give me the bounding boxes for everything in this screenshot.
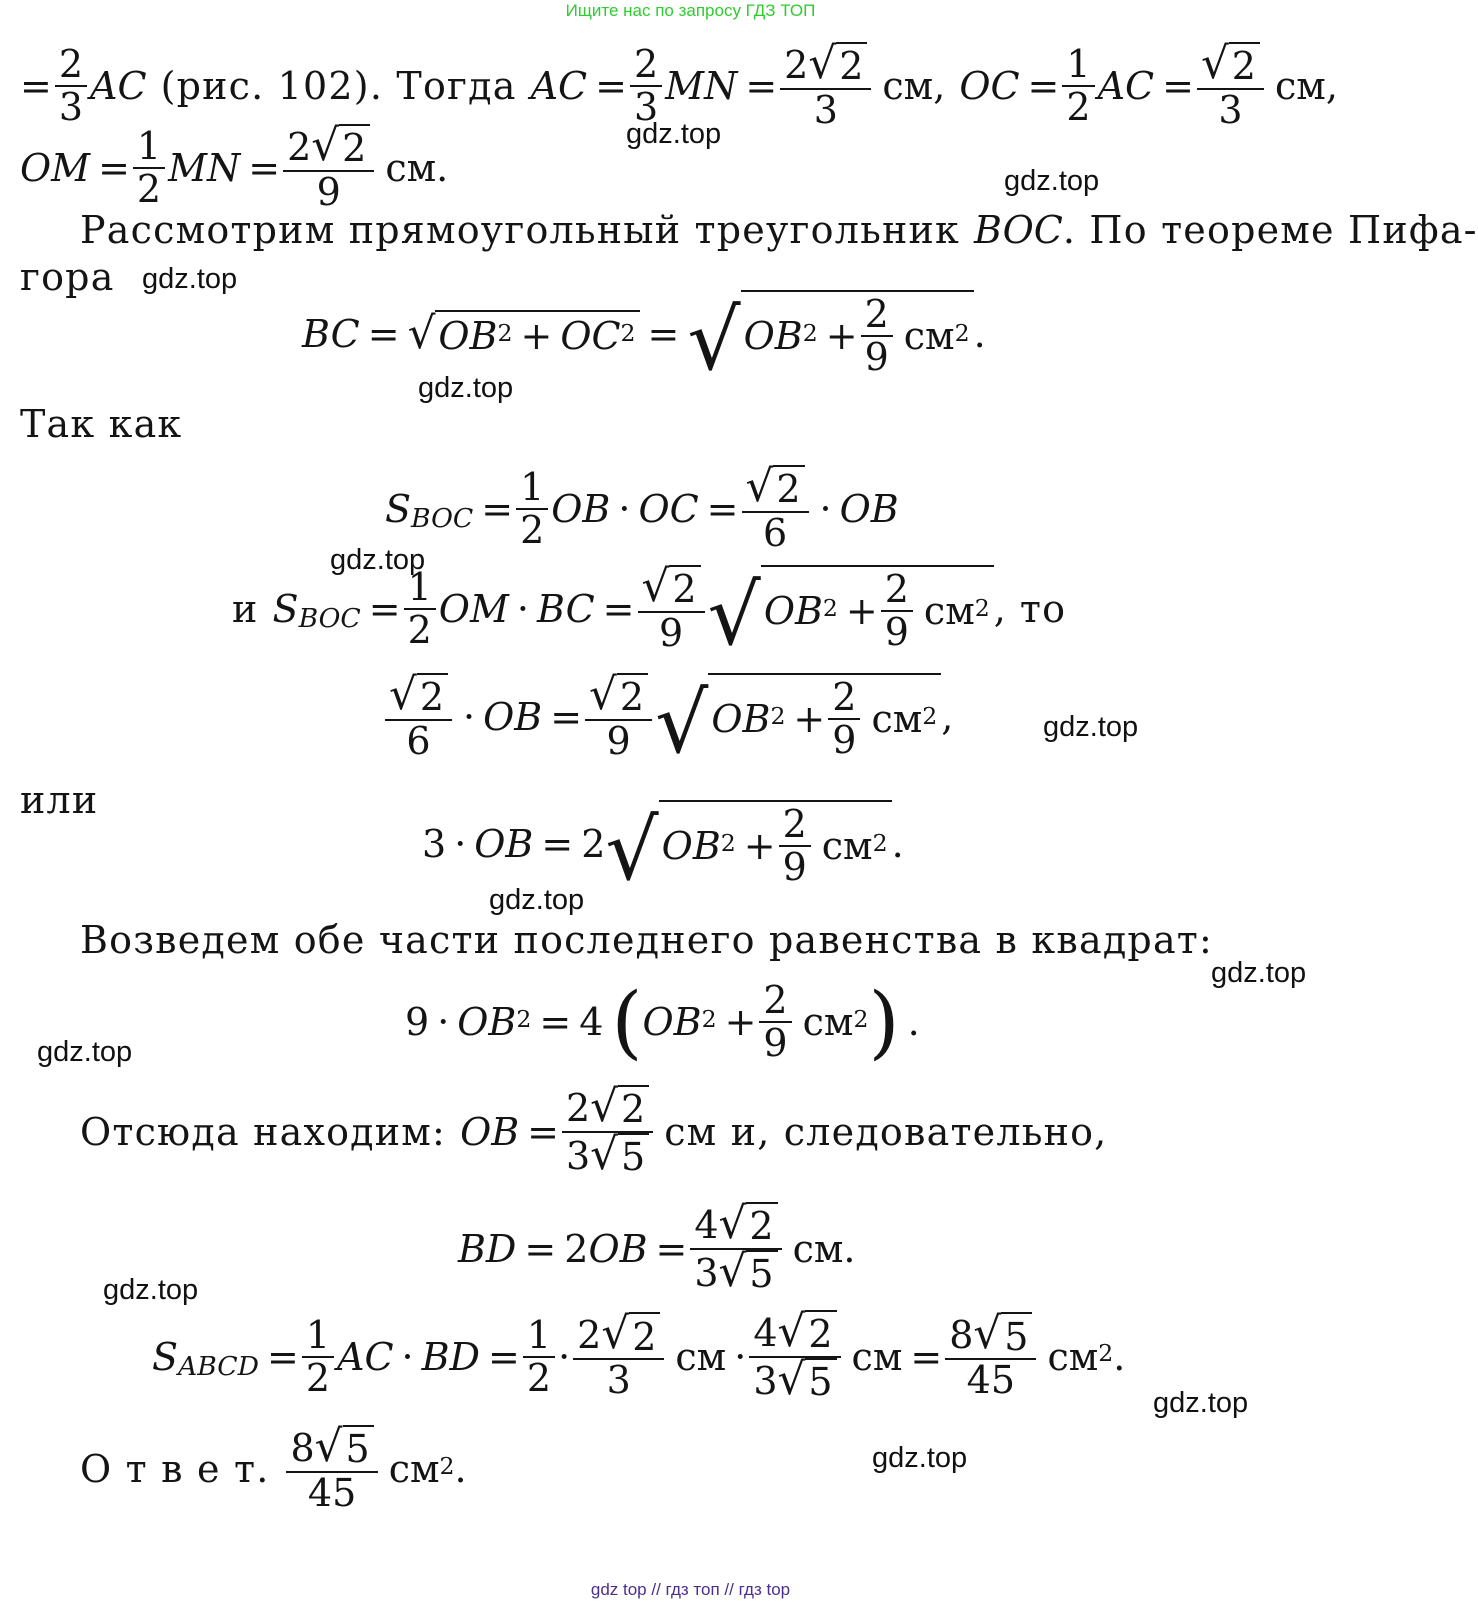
- footer-separator: //: [724, 1580, 734, 1599]
- text-vozvedem: Возведем обе части последнего равенства в квадрат:: [80, 918, 1214, 962]
- watermark: gdz.top: [103, 1274, 199, 1306]
- formula-ob-result: Отсюда находим: OB = 2 √ 2 3 √ 5 см и, следовательно,: [80, 1081, 1108, 1180]
- formula-line-1: = $\frac{2}{3}$ AC (рис. 102). Тогда AC = $\frac{2}{3}$ MN = 2 √ 2 3 см, OC = $\frac{1}{2}$ AC = √ 2 3 см,: [20, 38, 1338, 132]
- unit-cm: см.: [385, 146, 449, 191]
- watermark: gdz.top: [418, 372, 514, 404]
- text-line-gora: гора: [20, 255, 115, 299]
- unit-cm: см,: [1274, 64, 1338, 109]
- footer-link-gdz-top-ru[interactable]: гдз топ: [665, 1580, 720, 1599]
- formula-equation: √ 2 6 · OB = √ 2 9 √ OB 2 + $\frac{2}{9}$ см 2 ,: [382, 673, 953, 762]
- text-tak-kak: Так как: [20, 402, 183, 446]
- watermark: gdz.top: [330, 544, 426, 576]
- answer-label: О т в е т.: [80, 1447, 270, 1492]
- watermark: gdz.top: [142, 263, 238, 295]
- watermark: gdz.top: [1004, 165, 1100, 197]
- formula-bd: BD = 2 OB = 4 √ 2 3 √ 5 см.: [458, 1198, 856, 1297]
- watermark: gdz.top: [626, 118, 722, 150]
- watermark: gdz.top: [1211, 957, 1307, 989]
- footer-link-gdz-top[interactable]: gdz top: [590, 1580, 647, 1599]
- formula-sabcd: S ABCD = $\frac{1}{2}$ AC · BD = $\frac{1}{2}$ · 2 √ 2 3 см · 4 √ 2 3 √ 5 см = 8 √ 5 45 см 2 .: [152, 1306, 1126, 1405]
- text-ili: или: [20, 778, 99, 822]
- watermark: gdz.top: [37, 1036, 133, 1068]
- footer-separator: //: [651, 1580, 661, 1599]
- footer-links: [0, 1580, 1381, 1600]
- formula-line-2: OM = $\frac{1}{2}$ MN = 2 √ 2 9 см.: [20, 120, 449, 214]
- formula-bc: BC = √ OB 2 + OC 2 = √ OB 2 + $\frac{2}{9}$ см 2 .: [302, 290, 986, 389]
- formula-3ob: 3 · OB = 2 √ OB 2 + $\frac{2}{9}$ см 2 .: [422, 800, 904, 899]
- formula-sboc-1: S BOC = $\frac{1}{2}$ OB · OC = √ 2 6 · OB: [385, 461, 899, 555]
- ris-text: (рис. 102). Тогда: [160, 64, 517, 109]
- top-banner[interactable]: Ищите нас по запросу ГДЗ ТОП: [565, 1, 816, 20]
- formula-sboc-2: и S BOC = $\frac{1}{2}$ OM · BC = √ 2 9 √ OB 2 + $\frac{2}{9}$ см 2 , то: [232, 561, 1067, 665]
- watermark: gdz.top: [1153, 1387, 1249, 1419]
- watermark: gdz.top: [1043, 711, 1139, 743]
- unit-cm: см,: [882, 64, 946, 109]
- footer-link-gdz-top-mixed[interactable]: гдз top: [738, 1580, 791, 1599]
- watermark: gdz.top: [489, 884, 585, 916]
- text-line-rassmotrim: Рассмотрим прямоугольный треугольник BOC . По теореме Пифа-: [80, 208, 1478, 252]
- answer-line: О т в е т. 8 √ 5 45 см 2 .: [80, 1421, 467, 1515]
- formula-squared: 9 · OB 2 = 4 ( OB 2 + $\frac{2}{9}$ см 2 ) .: [405, 975, 920, 1069]
- watermark: gdz.top: [872, 1442, 968, 1474]
